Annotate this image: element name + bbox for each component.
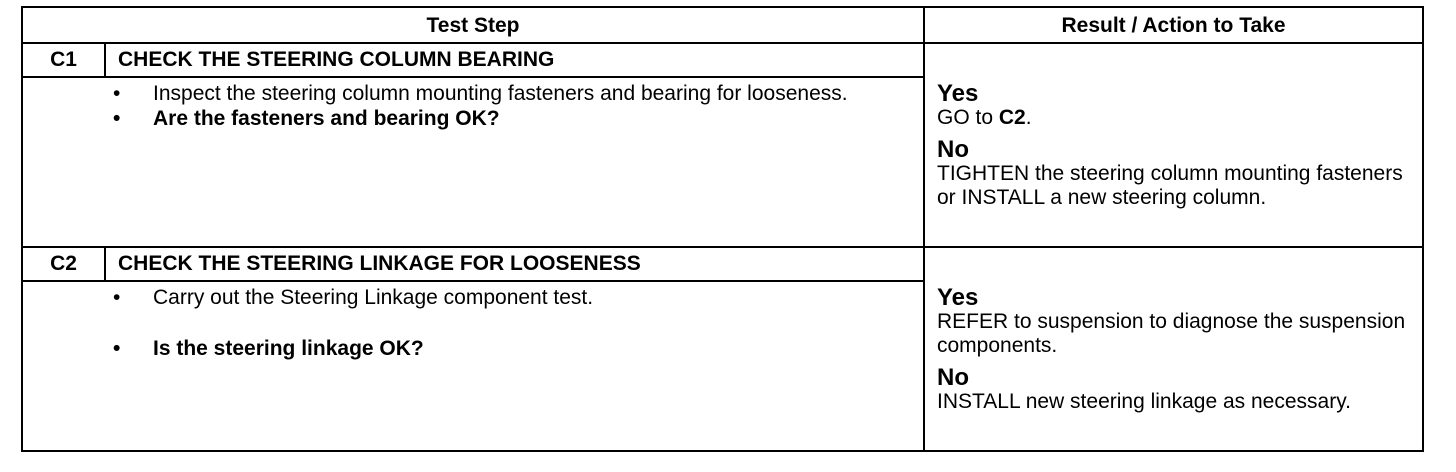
no-action: TIGHTEN the steering column mounting fasteners or INSTALL a new steering column. — [937, 162, 1403, 209]
yes-label: Yes — [937, 284, 979, 311]
list-item — [113, 285, 913, 310]
step-c1-title-row — [22, 43, 1423, 77]
no-label: No — [937, 136, 969, 163]
bullet-text: Inspect the steering column mounting fasteners and bearing for looseness. — [153, 82, 848, 105]
bullet-text: Carry out the Steering Linkage component test. — [153, 286, 594, 309]
yes-action-step-ref: C2 — [998, 106, 1026, 129]
step-c1-result — [924, 43, 1423, 247]
step-c1-body — [22, 77, 924, 247]
diagnostic-table — [21, 6, 1424, 452]
step-title: CHECK THE STEERING LINKAGE FOR LOOSENESS — [105, 247, 924, 281]
no-label: No — [937, 364, 969, 391]
yes-label: Yes — [937, 80, 979, 107]
yes-action — [937, 106, 1412, 130]
step-title: CHECK THE STEERING COLUMN BEARING — [105, 43, 924, 77]
bullet-icon: • — [113, 337, 121, 360]
yes-action: REFER to suspension to diagnose the suspension components. — [937, 310, 1406, 357]
bullet-icon: • — [113, 107, 121, 130]
list-item-question — [113, 106, 913, 131]
bullet-icon: • — [113, 82, 121, 105]
step-id: C1 — [22, 43, 105, 77]
diagnostic-table-container — [21, 6, 1422, 460]
step-c2-title-row — [22, 247, 1423, 281]
header-test-step: Test Step — [22, 7, 924, 43]
bullet-icon: • — [113, 286, 121, 309]
list-item — [113, 81, 913, 106]
bullet-text: Are the fasteners and bearing OK? — [153, 107, 500, 130]
step-bullet-list — [23, 285, 913, 361]
yes-action-prefix: GO to — [937, 106, 999, 129]
yes-action-suffix: . — [1025, 106, 1032, 129]
table-header-row — [22, 7, 1423, 43]
step-c2-body — [22, 281, 924, 451]
no-action: INSTALL new steering linkage as necessary. — [937, 390, 1351, 413]
step-bullet-list — [23, 81, 913, 131]
header-result-action: Result / Action to Take — [924, 7, 1423, 43]
step-id: C2 — [22, 247, 105, 281]
bullet-text: Is the steering linkage OK? — [153, 337, 424, 360]
list-item-question — [113, 336, 913, 361]
step-c2-result — [924, 247, 1423, 451]
